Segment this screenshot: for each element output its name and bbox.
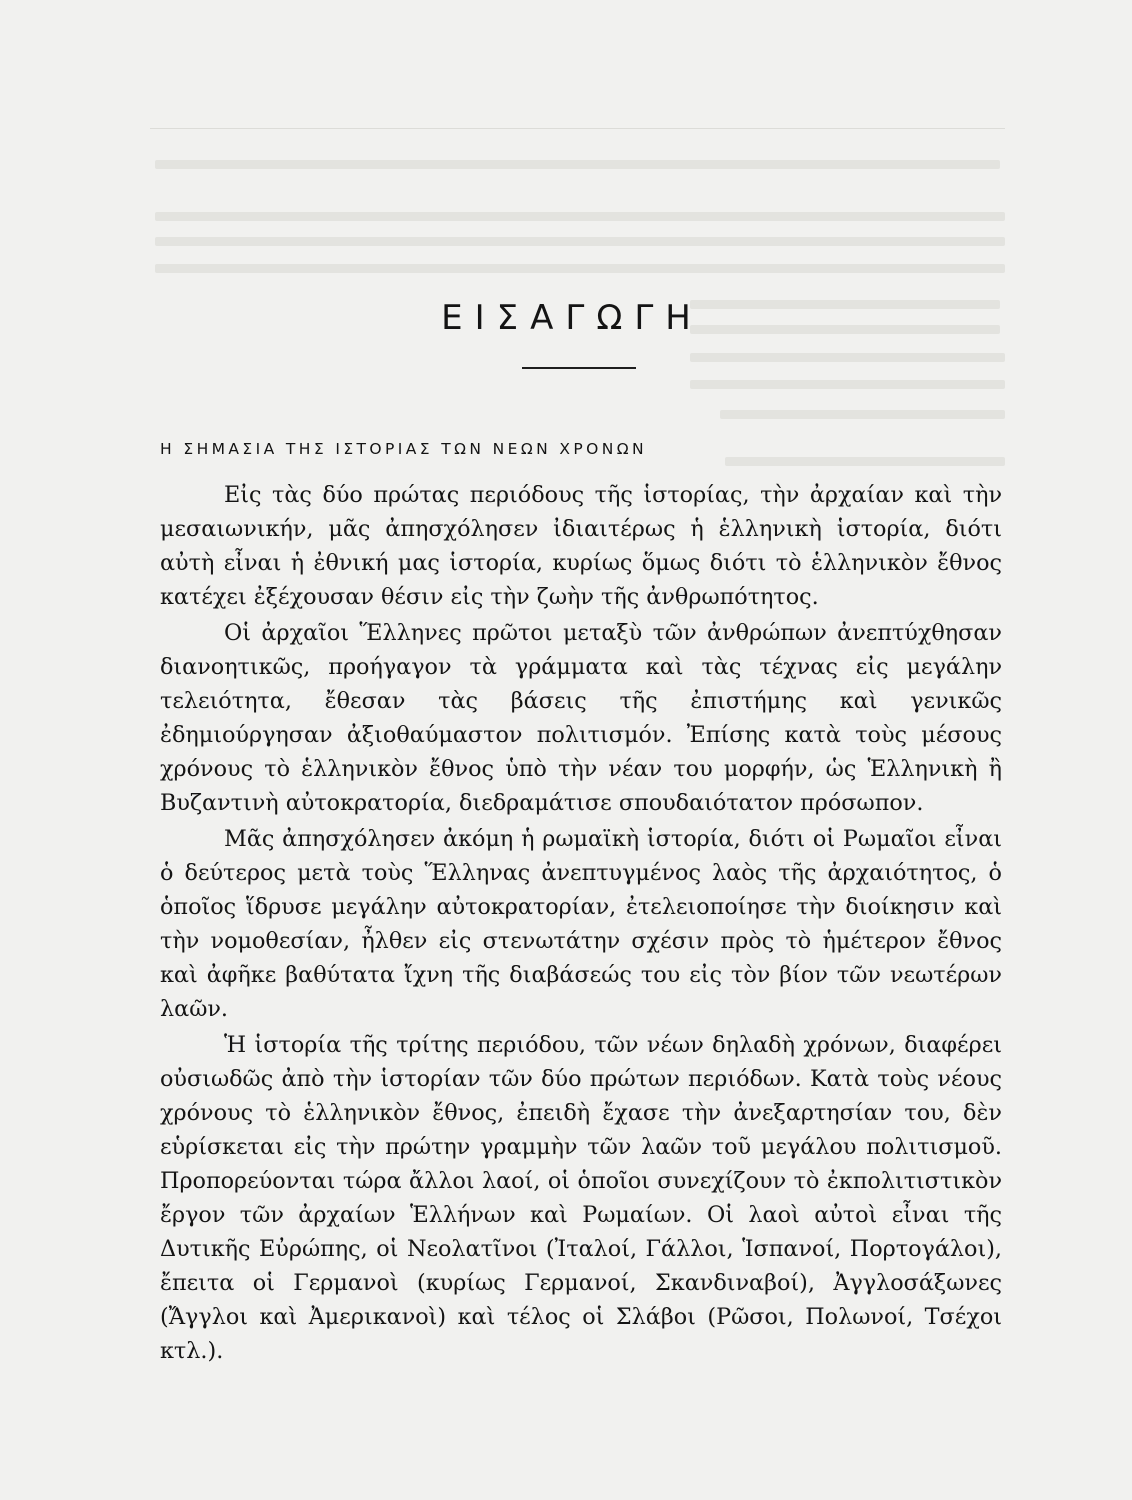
body-text: [160, 478, 1002, 1368]
show-through-rule: [150, 128, 1005, 129]
section-heading: Η ΣΗΜΑΣΙΑ ΤΗΣ ΙΣΤΟΡΙΑΣ ΤΩΝ ΝΕΩΝ ΧΡΟΝΩΝ: [160, 440, 648, 458]
paragraph: Ἡ ἱστορία τῆς τρίτης περιόδου, τῶν νέων δηλαδὴ χρόνων, διαφέρει οὐσιωδῶς ἀπὸ τὴν ἱστορίαν τῶν δύο πρώτων περιόδων. Κατὰ τοὺς νέους χρόνους τὸ ἑλληνικὸν ἔθνος, ἐπειδὴ ἔχασε τὴν ἀνεξαρτησίαν του, δὲν εὑρίσκεται εἰς τὴν πρώτην γραμμὴν τῶν λαῶν τοῦ μεγάλου πολιτισμοῦ. Προπορεύονται τώρα ἄλλοι λαοί, οἱ ὁποῖοι συνεχίζουν τὸ ἐκπολιτιστικὸν ἔργον τῶν ἀρχαίων Ἑλλήνων καὶ Ρωμαίων. Οἱ λαοὶ αὐτοὶ εἶναι τῆς Δυτικῆς Εὐρώπης, οἱ Νεολατῖνοι (Ἰταλοί, Γάλλοι, Ἱσπανοί, Πορτογάλοι), ἔπειτα οἱ Γερμανοὶ (κυρίως Γερμανοί, Σκανδιναβοί), Ἀγγλοσάξωνες (Ἄγγλοι καὶ Ἀμερικανοὶ) καὶ τέλος οἱ Σλάβοι (Ρῶσοι, Πολωνοί, Τσέχοι κτλ.).: [160, 1032, 1002, 1364]
page-title: ΕΙΣΑΓΩΓΗ: [441, 298, 703, 338]
show-through-header: [150, 95, 1005, 117]
title-underline: [522, 367, 636, 369]
paragraph: Εἰς τὰς δύο πρώτας περιόδους τῆς ἱστορίας, τὴν ἀρχαίαν καὶ τὴν μεσαιωνικήν, μᾶς ἀπησχόλησεν ἰδιαιτέρως ἡ ἑλληνικὴ ἱστορία, διότι αὐτὴ εἶναι ἡ ἐθνική μας ἱστορία, κυρίως ὅμως διότι τὸ ἑλληνικὸν ἔθνος κατέχει ἐξέχουσαν θέσιν εἰς τὴν ζωὴν τῆς ἀνθρωπότητος.: [160, 482, 1002, 610]
paragraph: Οἱ ἀρχαῖοι Ἕλληνες πρῶτοι μεταξὺ τῶν ἀνθρώπων ἀνεπτύχθησαν διανοητικῶς, προήγαγον τὰ γράμματα καὶ τὰς τέχνας εἰς μεγάλην τελειότητα, ἔθεσαν τὰς βάσεις τῆς ἐπιστήμης καὶ γενικῶς ἐδημιούργησαν ἀξιοθαύμαστον πολιτισμόν. Ἐπίσης κατὰ τοὺς μέσους χρόνους τὸ ἑλληνικὸν ἔθνος ὑπὸ τὴν νέαν του μορφήν, ὡς Ἑλληνικὴ ἢ Βυζαντινὴ αὐτοκρατορία, διεδραμάτισε σπουδαιότατον πρόσωπον.: [160, 620, 1002, 816]
paragraph: Μᾶς ἀπησχόλησεν ἀκόμη ἡ ρωμαϊκὴ ἱστορία, διότι οἱ Ρωμαῖοι εἶναι ὁ δεύτερος μετὰ τοὺς Ἕλληνας ἀνεπτυγμένος λαὸς τῆς ἀρχαιότητος, ὁ ὁποῖος ἵδρυσε μεγάλην αὐτοκρατορίαν, ἐτελειοποίησε τὴν διοίκησιν καὶ τὴν νομοθεσίαν, ἦλθεν εἰς στενωτάτην σχέσιν πρὸς τὸ ἡμέτερον ἔθνος καὶ ἀφῆκε βαθύτατα ἴχνη τῆς διαβάσεώς του εἰς τὸν βίον τῶν νεωτέρων λαῶν.: [160, 826, 1002, 1022]
